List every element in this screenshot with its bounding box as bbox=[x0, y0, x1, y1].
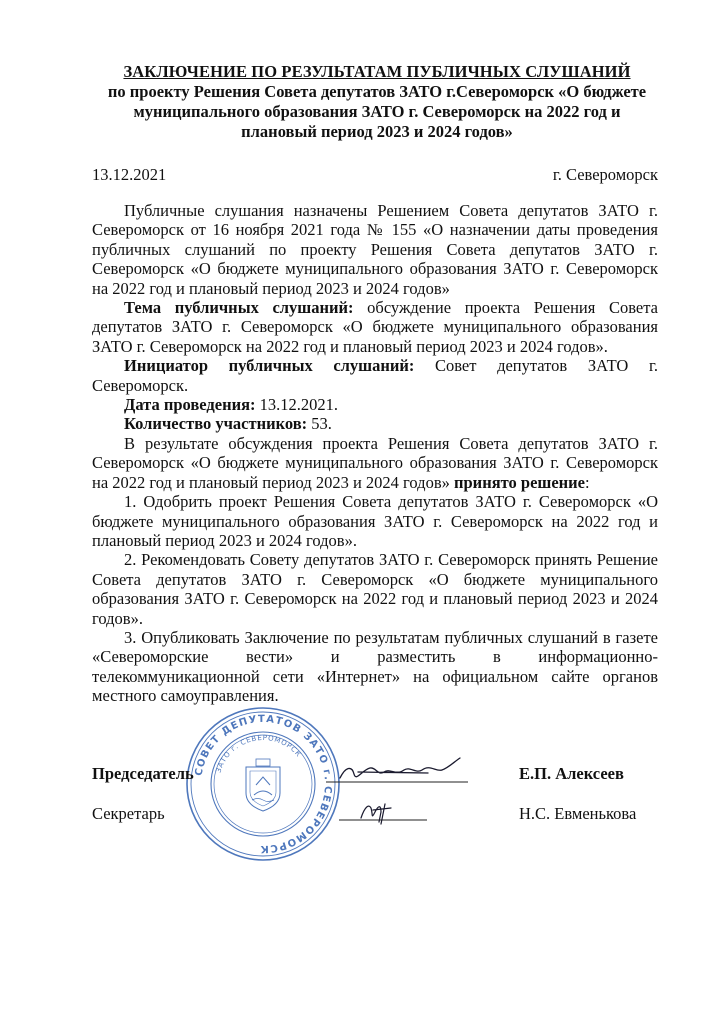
result-text: В результате обсуждения проекта Решения Совета депутатов ЗАТО г. Североморск «О бюджете муниципального образования ЗАТО г. Североморск на 2022 год и плановый период 2023 и 2024 годов» bbox=[92, 433, 658, 492]
initiator-value: Совет депутатов ЗАТО г. Североморск. bbox=[92, 356, 658, 395]
document-header bbox=[62, 62, 692, 142]
document-date: 13.12.2021 bbox=[92, 165, 167, 184]
participants-paragraph bbox=[92, 414, 658, 433]
document-subtitle-line-3: плановый период 2023 и 2024 годов» bbox=[241, 122, 513, 141]
secretary-signature-row bbox=[92, 804, 658, 826]
topic-value: обсуждение проекта Решения Совета депутатов ЗАТО г. Североморск «О бюджете муниципального образования ЗАТО г. Североморск на 2022 год и плановый период 2023 и 2024 годов». bbox=[92, 298, 658, 356]
participants-value: 53. bbox=[307, 414, 332, 434]
secretary-name: Н.С. Евменькова bbox=[519, 804, 637, 823]
stamp-outer-text: СОВЕТ ДЕПУТАТОВ ЗАТО г. СЕВЕРОМОРСК bbox=[193, 713, 334, 855]
document-city: г. Североморск bbox=[552, 165, 658, 184]
stamp-inner-text: ЗАТО г. СЕВЕРОМОРСК bbox=[214, 733, 303, 774]
decision-item-2: 2. Рекомендовать Совету депутатов ЗАТО г. Североморск принять Решение Совета депутатов ЗАТО г. Североморск «О бюджете муниципального образования ЗАТО г. Североморск на 2022 год и плановый период 2023 и 2024 годов». bbox=[92, 550, 658, 628]
result-decision: принято решение bbox=[454, 472, 585, 492]
initiator-label: Инициатор публичных слушаний: bbox=[124, 356, 415, 376]
topic-label: Тема публичных слушаний: bbox=[124, 298, 354, 318]
participants-label: Количество участников: bbox=[124, 414, 308, 434]
secretary-role: Секретарь bbox=[92, 804, 165, 823]
chair-role: Председатель bbox=[92, 764, 194, 783]
topic-paragraph bbox=[92, 298, 658, 356]
chair-name: Е.П. Алексеев bbox=[519, 764, 624, 783]
intro-paragraph: Публичные слушания назначены Решением Совета депутатов ЗАТО г. Североморск от 16 ноября 2021 года № 155 «О назначении даты проведения публичных слушаний по проекту Решения Совета депутатов ЗАТО г. Североморск «О бюджете муниципального образования ЗАТО г. Североморск на 2022 год и плановый период 2023 и 2024 годов» bbox=[92, 201, 658, 298]
document-body bbox=[92, 201, 658, 706]
date-place-row bbox=[92, 165, 658, 185]
document-title: ЗАКЛЮЧЕНИЕ ПО РЕЗУЛЬТАТАМ ПУБЛИЧНЫХ СЛУШАНИЙ bbox=[123, 62, 631, 81]
hearing-date-label: Дата проведения: bbox=[124, 395, 256, 415]
document-subtitle-line-1: по проекту Решения Совета депутатов ЗАТО г.Североморск «О бюджете bbox=[107, 82, 647, 101]
result-paragraph bbox=[92, 434, 658, 492]
date-paragraph bbox=[92, 395, 658, 414]
chair-signature-row bbox=[92, 764, 658, 786]
result-colon: : bbox=[584, 472, 590, 492]
hearing-date-value: 13.12.2021. bbox=[255, 395, 339, 415]
document-subtitle-line-2: муниципального образования ЗАТО г. Североморск на 2022 год и bbox=[133, 102, 621, 121]
decision-item-1: 1. Одобрить проект Решения Совета депутатов ЗАТО г. Североморск «О бюджете муниципального образования ЗАТО г. Североморск на 2022 год и плановый период 2023 и 2024 годов». bbox=[92, 492, 658, 550]
initiator-paragraph bbox=[92, 356, 658, 395]
decision-item-3: 3. Опубликовать Заключение по результатам публичных слушаний в газете «Североморские вести» и разместить в информационно-телекоммуникационной сети «Интернет» на официальном сайте органов местного самоуправления. bbox=[92, 627, 658, 706]
